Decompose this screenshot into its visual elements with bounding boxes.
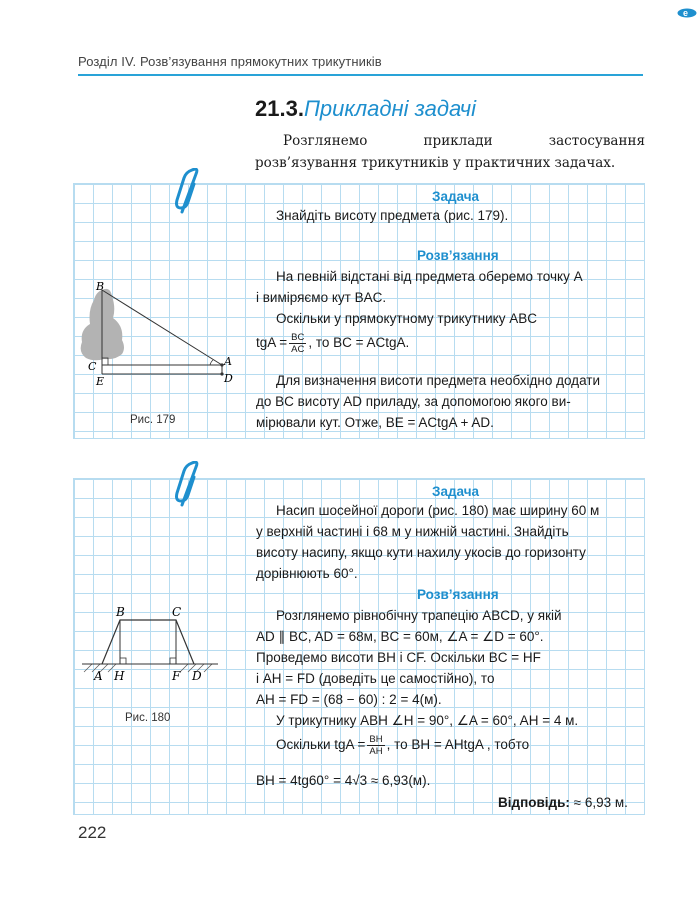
task1-label: Задача — [432, 189, 480, 204]
figure-179 — [80, 282, 240, 392]
page-number: 222 — [78, 823, 107, 842]
task2-eq-suffix: , то BH = AHtgA , тобто — [386, 737, 530, 753]
task2-fraction — [367, 734, 384, 757]
figure-179-caption: Рис. 179 — [130, 414, 176, 426]
task2-sol-line: і AH = FD (доведіть це самостійно), то — [256, 671, 495, 686]
answer-value: ≈ 6,93 м. — [573, 795, 628, 810]
task1-line5: Для визначення висоти предмета необхідно додати — [276, 373, 600, 388]
section-title — [255, 96, 476, 122]
task2-eq-prefix: Оскільки tgA = — [276, 737, 366, 753]
chapter-header: Розділ IV. Розв’язування прямокутних трикутників — [78, 54, 382, 69]
fig179-label-d: D — [224, 372, 233, 385]
fig179-label-a: A — [224, 355, 232, 368]
task1-eq-prefix: tgA = — [256, 335, 288, 351]
task1-equation — [256, 332, 409, 355]
task2-solution — [256, 605, 641, 731]
task2-sol-line: Розглянемо рівнобічну трапецію ABCD, у якій — [276, 608, 562, 623]
task2-answer — [498, 792, 628, 813]
fig179-label-e: E — [96, 375, 105, 388]
task1-frac-den: AC — [291, 344, 305, 355]
fig180-label-f: F — [172, 669, 181, 683]
fig180-label-b: B — [116, 606, 125, 619]
task2-statement-line: у верхній частині і 68 м у нижній частині. Знайдіть — [256, 524, 569, 539]
task1-line7: мірювали кут. Отже, BE = ACtgA + AD. — [256, 415, 494, 430]
fig180-label-h: H — [114, 669, 125, 683]
paperclip-icon-2 — [172, 461, 206, 509]
task2-frac-den: AH — [369, 746, 383, 757]
task1-line6: до BC висоту AD приладу, за допомогою якого ви- — [256, 394, 571, 409]
task2-statement-line: висоту насипу, якщо кути нахилу укосів до горизонту — [256, 545, 586, 560]
section-name: Прикладні задачі — [303, 96, 477, 121]
task2-sol-line: AH = FD = (68 − 60) : 2 = 4(м). — [256, 692, 442, 707]
fig179-label-c: C — [88, 360, 97, 373]
section-number: 21.3. — [255, 96, 304, 121]
task2-equation — [276, 734, 529, 757]
task1-line2: і виміряємо кут BAC. — [256, 290, 387, 305]
logo-text: e — [683, 8, 689, 18]
figure-180-caption: Рис. 180 — [125, 712, 171, 724]
header-divider — [78, 74, 643, 76]
task2-sol-line: У трикутнику ABH ∠H = 90°, ∠A = 60°, AH = 4 м. — [276, 713, 579, 728]
task2-result: BH = 4tg60° = 4√3 ≈ 6,93(м). — [256, 773, 431, 788]
task1-frac-num: BC — [291, 332, 305, 343]
task1-fraction — [289, 332, 306, 355]
task2-frac-num: BH — [369, 734, 383, 745]
angle-arc — [210, 360, 213, 365]
publisher-logo — [677, 5, 697, 18]
fig180-label-c: C — [172, 606, 182, 619]
fig179-label-b: B — [96, 282, 105, 293]
task2-sol-line: AD ∥ BC, AD = 68м, BC = 60м, ∠A = ∠D = 60°. — [256, 629, 544, 644]
answer-label: Відповідь: — [498, 795, 570, 810]
task2-statement — [256, 500, 641, 584]
fig180-label-d: D — [192, 669, 202, 683]
paperclip-icon — [172, 168, 206, 216]
trapezoid — [102, 620, 194, 664]
task1-line3: Оскільки у прямокутному трикутнику ABC — [276, 311, 537, 326]
task2-sol-line: Проведемо висоти BH і CF. Оскільки BC = HF — [256, 650, 541, 665]
task1-statement: Знайдіть висоту предмета (рис. 179). — [276, 208, 509, 223]
task2-statement-line: дорівнюють 60°. — [256, 566, 358, 581]
fig180-label-a: A — [94, 669, 103, 683]
section-intro: Розглянемо приклади застосування розв’язування трикутників у практичних задачах. — [255, 133, 645, 171]
task1-eq-suffix: , то BC = ACtgA. — [308, 335, 410, 351]
task1-line1: На певній відстані від предмета оберемо точку A — [276, 269, 583, 284]
task1-solution-label: Розв’язання — [417, 248, 499, 263]
task2-solution-label: Розв’язання — [417, 587, 499, 602]
figure-180 — [80, 606, 230, 686]
task2-label: Задача — [432, 484, 480, 499]
task2-statement-line: Насип шосейної дороги (рис. 180) має ширину 60 м — [276, 503, 600, 518]
